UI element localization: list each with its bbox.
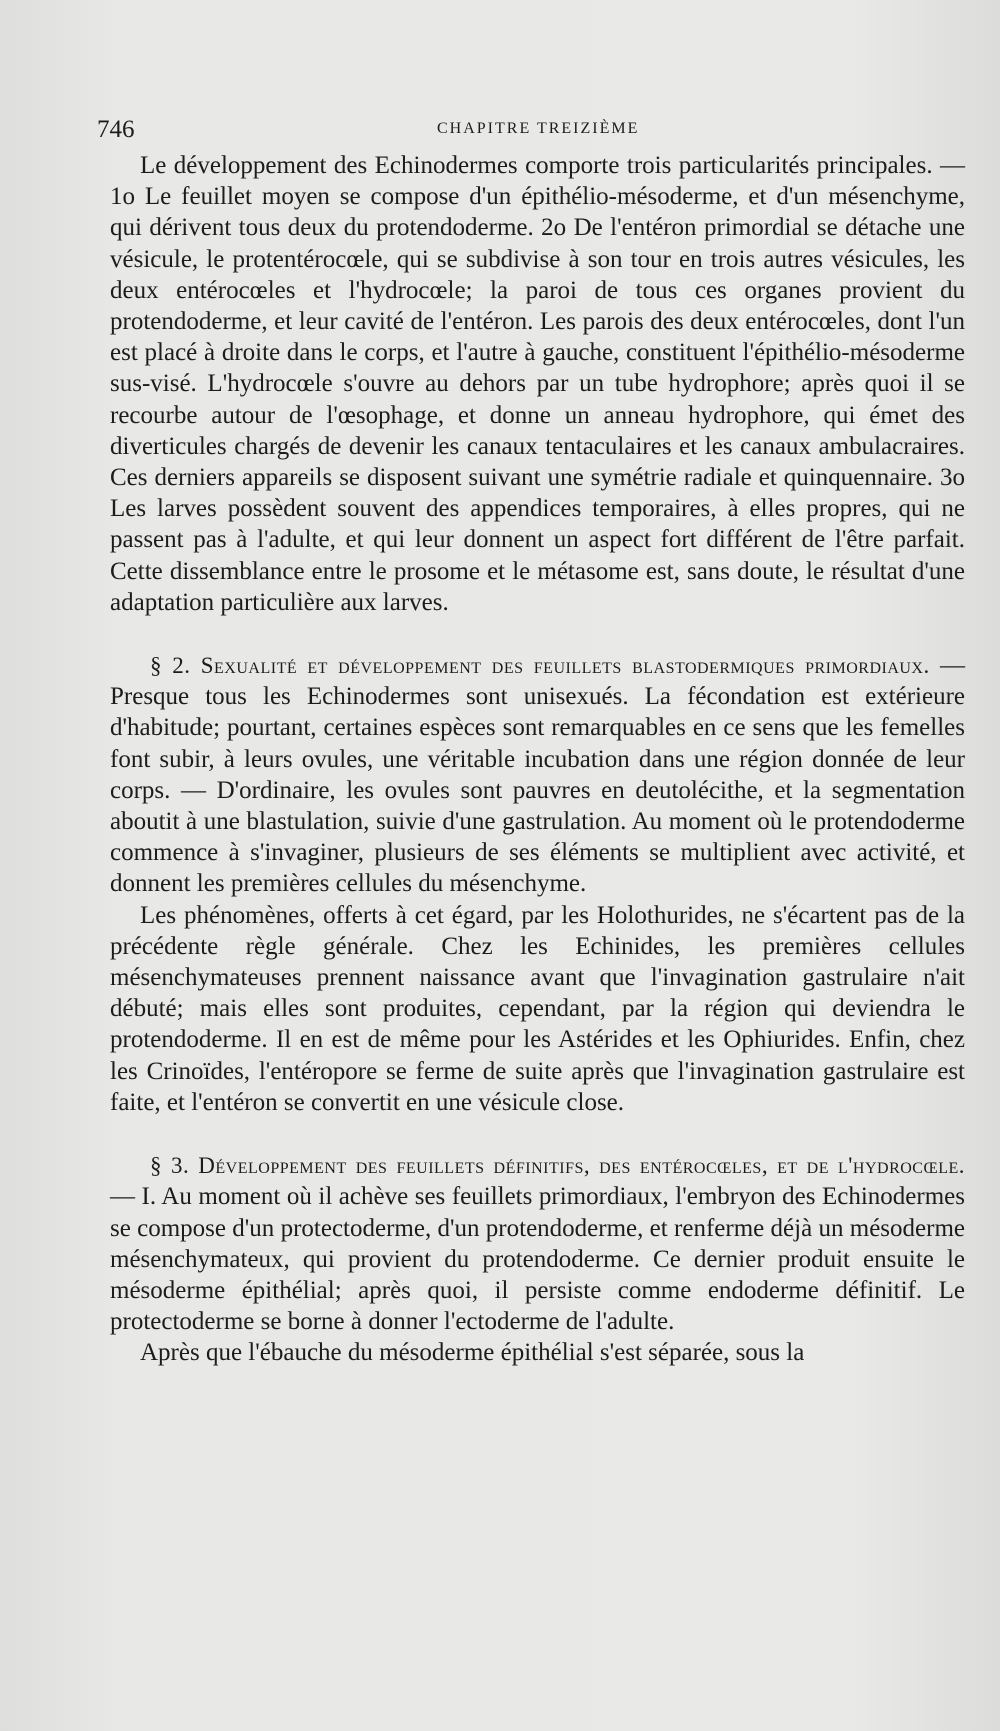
section-3-paragraph — [110, 1150, 965, 1337]
section-3-text: — I. Au moment où il achève ses feuillets primordiaux, l'embryon des Echinodermes se compose d'un protectoderme, d'un protendoderme, et renferme déjà un mésoderme mésenchymateux, qui provient du protendoderme. Ce dernier produit ensuite le mésoderme épithélial; après quoi, il persiste comme endoderme définitif. Le protectoderme se borne à donner l'ectoderme de l'adulte. — [110, 1183, 965, 1336]
section-2-paragraph — [110, 650, 965, 900]
section-3-heading: § 3. Développement des feuillets définitifs, des entérocœles, et de l'hydrocœle. — [150, 1153, 965, 1179]
body-text — [110, 150, 965, 1369]
paragraph-overview: Le développement des Echinodermes comporte trois particularités principales. — 1o Le feuillet moyen se compose d'un épithélio-mésoderme, et d'un mésenchyme, qui dérivent tous deux du protendoderme. 2o De l'entéron primordial se détache une vésicule, le protentérocœle, qui se subdivise à son tour en trois autres vésicules, les deux entérocœles et l'hydrocœle; la paroi de tous ces organes provient du protendoderme, et leur cavité de l'entéron. Les parois des deux entérocœles, dont l'un est placé à droite dans le corps, et l'autre à gauche, constituent l'épithélio-mésoderme sus-visé. L'hydrocœle s'ouvre au dehors par un tube hydrophore; après quoi il se recourbe autour de l'œsophage, et donne un anneau hydrophore, qui émet des diverticules chargés de devenir les canaux tentaculaires et les canaux ambulacraires. Ces derniers appareils se disposent suivant une symétrie radiale et quinquennaire. 3o Les larves possèdent souvent des appendices temporaires, à elles propres, qui ne passent pas à l'adulte, et qui leur donnent un aspect fort différent de l'être parfait. Cette dissemblance entre le prosome et le métasome est, sans doute, le résultat d'une adaptation particulière aux larves. — [110, 152, 965, 616]
page-number: 746 — [97, 116, 135, 143]
paragraph-phenomena: Les phénomènes, offerts à cet égard, par les Holothurides, ne s'écartent pas de la précédente règle générale. Chez les Echinides, les premières cellules mésenchymateuses prennent naissance avant que l'invagination gastrulaire n'ait débuté; mais elles sont produites, cependant, par la région qui deviendra le protendoderme. Il en est de même pour les Astérides et les Ophiurides. Enfin, chez les Crinoïdes, l'entéropore se ferme de suite après que l'invagination gastrulaire est faite, et l'entéron se convertit en une vésicule close. — [110, 901, 965, 1116]
section-2-heading: § 2. Sexualité et développement des feuillets blastodermiques primordiaux. — [150, 653, 930, 679]
section-2-text: — Presque tous les Echinodermes sont unisexués. La fécondation est extérieure d'habitude; pourtant, certaines espèces sont remarquables en ce sens que les femelles font subir, à leurs ovules, une véritable incubation dans une région donnée de leur corps. — D'ordinaire, les ovules sont pauvres en deutolécithe, et la segmentation aboutit à une blastulation, suivie d'une gastrulation. Au moment où le protendoderme commence à s'invaginer, plusieurs de ses éléments se multiplient avec activité, et donnent les premières cellules du mésenchyme. — [110, 652, 965, 898]
running-head — [97, 116, 967, 146]
paragraph-continuation: Après que l'ébauche du mésoderme épithélial s'est séparée, sous la — [140, 1339, 805, 1367]
chapter-title: CHAPITRE TREIZIÈME — [437, 120, 640, 137]
